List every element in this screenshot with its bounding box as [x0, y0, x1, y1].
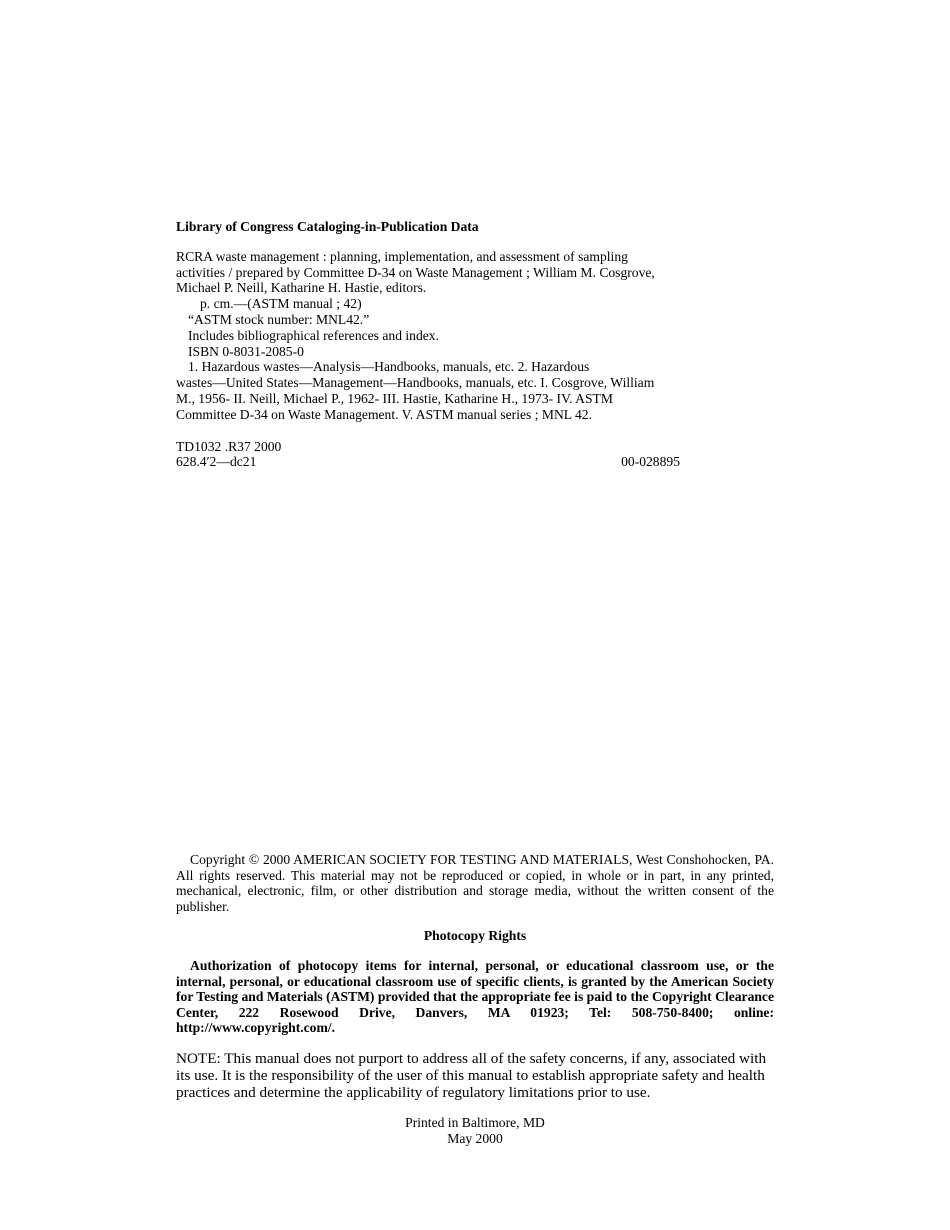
printed-place: Printed in Baltimore, MD [405, 1114, 545, 1130]
cip-classification [176, 439, 696, 471]
cip-stock-number: “ASTM stock number: MNL42.” [188, 311, 370, 327]
cip-isbn: ISBN 0-8031-2085-0 [188, 343, 304, 359]
lc-class-number: TD1032 .R37 2000 [176, 438, 282, 454]
rights-block [176, 852, 774, 1146]
cip-title-line: activities / prepared by Committee D-34 on Waste Management ; William M. Cosgrove, [176, 264, 655, 280]
classification-row [176, 454, 680, 470]
cip-subject-line: M., 1956- II. Neill, Michael P., 1962- III. Hastie, Katharine H., 1973- IV. ASTM [176, 390, 613, 406]
safety-note: NOTE: This manual does not purport to address all of the safety concerns, if any, associated with its use. It is the responsibility of the user of this manual to establish appropriate safety and health practices and determine the applicability of regulatory limitations prior to use. [176, 1049, 767, 1101]
copyright-notice: Copyright © 2000 AMERICAN SOCIETY FOR TESTING AND MATERIALS, West Conshohocken, PA. All rights reserved. This material may not be reproduced or copied, in whole or in part, in any printed, mechanical, electronic, film, or other distribution and storage media, without the written consent of the publisher. [176, 852, 774, 914]
cip-title-line: Michael P. Neill, Katharine H. Hastie, editors. [176, 280, 427, 296]
dewey-number: 628.4′2—dc21 [176, 454, 257, 470]
cip-subject-line: 1. Hazardous wastes—Analysis—Handbooks, manuals, etc. 2. Hazardous [188, 359, 590, 375]
cip-bibliography-note: Includes bibliographical references and index. [188, 327, 439, 343]
cip-title-line: RCRA waste management : planning, implementation, and assessment of sampling [176, 248, 628, 264]
cip-data-block [176, 219, 696, 470]
cip-heading: Library of Congress Cataloging-in-Publication Data [176, 219, 479, 234]
cip-record [176, 249, 696, 423]
imprint [176, 1115, 774, 1146]
cip-subject-line: wastes—United States—Management—Handbooks, manuals, etc. I. Cosgrove, William [176, 375, 655, 391]
photocopy-notice: Authorization of photocopy items for internal, personal, or educational classroom use, or the internal, personal, or educational classroom use of specific clients, is granted by the American Society for Testing and Materials (ASTM) provided that the appropriate fee is paid to the Copyright Clearance Center, 222 Rosewood Drive, Danvers, MA 01923; Tel: 508-750-8400; online: http://www.copyright.com/. [176, 957, 774, 1036]
printed-date: May 2000 [447, 1130, 503, 1146]
photocopy-heading: Photocopy Rights [423, 928, 527, 944]
lccn-number: 00-028895 [621, 454, 680, 470]
cip-subject-line: Committee D-34 on Waste Management. V. ASTM manual series ; MNL 42. [176, 406, 592, 422]
cip-series-line: p. cm.—(ASTM manual ; 42) [200, 296, 362, 312]
